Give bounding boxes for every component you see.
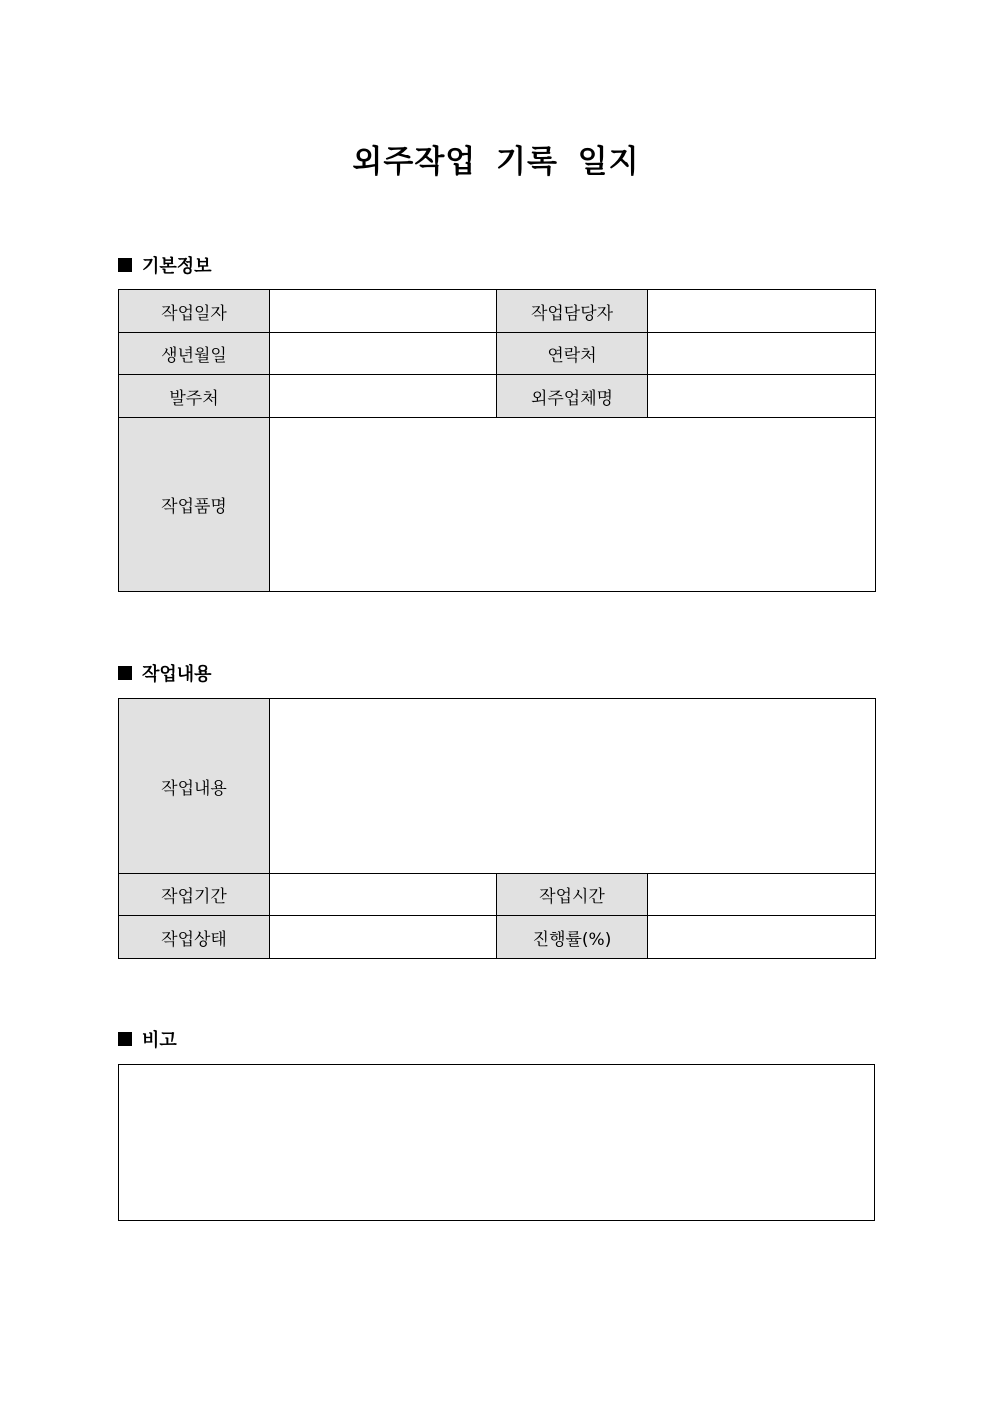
remarks-heading [118,1027,177,1051]
birth-date-field[interactable] [270,333,497,375]
remarks-field[interactable] [118,1064,875,1221]
time-field[interactable] [648,874,876,916]
work-content-table [118,698,876,959]
black-square-icon [118,666,132,680]
progress-field[interactable] [648,916,876,959]
work-content-heading-text: 작업내용 [142,664,212,685]
item-label: 작업품명 [119,418,270,592]
basic-info-heading [118,253,212,277]
period-label: 작업기간 [119,874,270,916]
basic-info-table [118,289,876,592]
work-date-label: 작업일자 [119,290,270,333]
client-label: 발주처 [119,375,270,418]
content-field[interactable] [270,699,876,874]
contact-label: 연락처 [497,333,648,375]
status-field[interactable] [270,916,497,959]
black-square-icon [118,258,132,272]
basic-info-heading-text: 기본정보 [142,256,212,277]
status-label: 작업상태 [119,916,270,959]
client-field[interactable] [270,375,497,418]
document-title: 외주작업 기록 일지 [352,144,640,180]
time-label: 작업시간 [497,874,648,916]
contact-field[interactable] [648,333,876,375]
item-field[interactable] [270,418,876,592]
black-square-icon [118,1032,132,1046]
vendor-label: 외주업체명 [497,375,648,418]
content-label: 작업내용 [119,699,270,874]
birth-date-label: 생년월일 [119,333,270,375]
manager-label: 작업담당자 [497,290,648,333]
manager-field[interactable] [648,290,876,333]
period-field[interactable] [270,874,497,916]
work-content-heading [118,661,212,685]
work-date-field[interactable] [270,290,497,333]
vendor-field[interactable] [648,375,876,418]
remarks-heading-text: 비고 [142,1030,177,1051]
progress-label: 진행률(%) [497,916,648,959]
